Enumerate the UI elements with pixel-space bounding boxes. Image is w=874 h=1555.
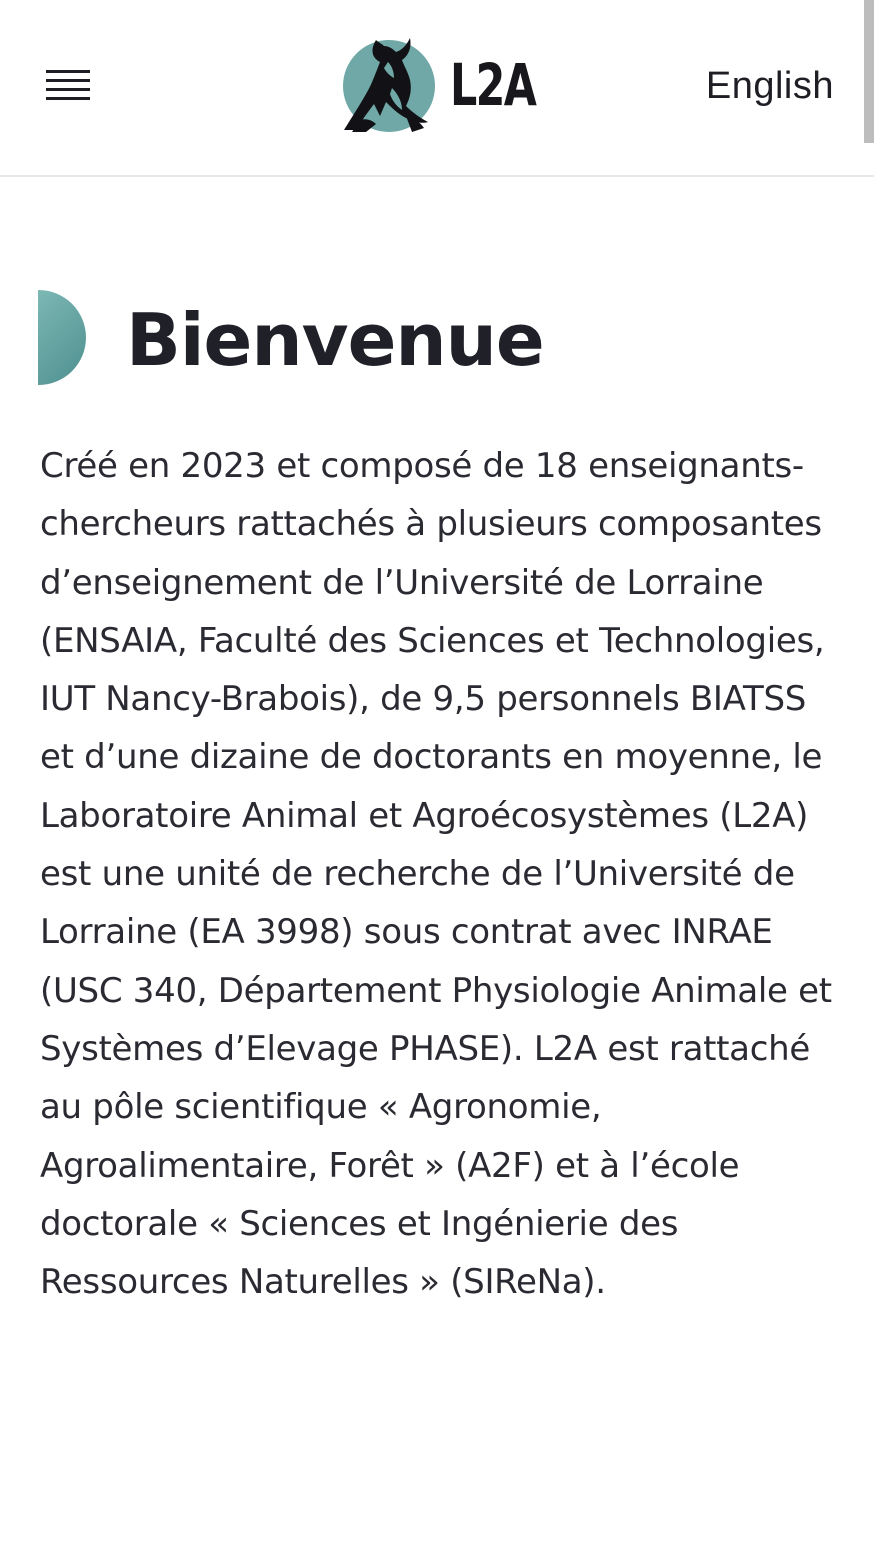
menu-line — [46, 70, 90, 73]
page-title: Bienvenue — [126, 298, 544, 382]
menu-line — [46, 88, 90, 91]
menu-line — [46, 79, 90, 82]
title-accent-half-disc — [38, 290, 86, 385]
site-header — [0, 0, 874, 177]
stag-head-emblem-icon — [336, 32, 446, 140]
intro-paragraph: Créé en 2023 et composé de 18 enseignants-chercheurs rattachés à plusieurs composantes d’enseignement de l’Université de Lorraine (ENSAIA, Faculté des Sciences et Technologies, IUT Nancy-Brabois), de 9,5 personnels BIATSS et d’une dizaine de doctorants en moyenne, le Laboratoire Animal et Agroécosystèmes (L2A) est une unité de recherche de l’Université de Lorraine (EA 3998) sous contrat avec INRAE (USC 340, Département Physiologie Animale et Systèmes d’Elevage PHASE). L2A est rattaché au pôle scientifique « Agronomie, Agroalimentaire, Forêt » (A2F) et à l’école doctorale « Sciences et Ingénierie des Ressources Naturelles » (SIReNa). — [40, 446, 832, 1303]
page-scrollbar[interactable] — [864, 0, 874, 143]
language-switch-link[interactable]: English — [705, 65, 834, 107]
menu-line — [46, 97, 90, 100]
logo-wordmark: L2A — [450, 51, 536, 119]
hamburger-menu-icon[interactable] — [44, 68, 92, 108]
site-logo-link[interactable] — [336, 32, 546, 142]
